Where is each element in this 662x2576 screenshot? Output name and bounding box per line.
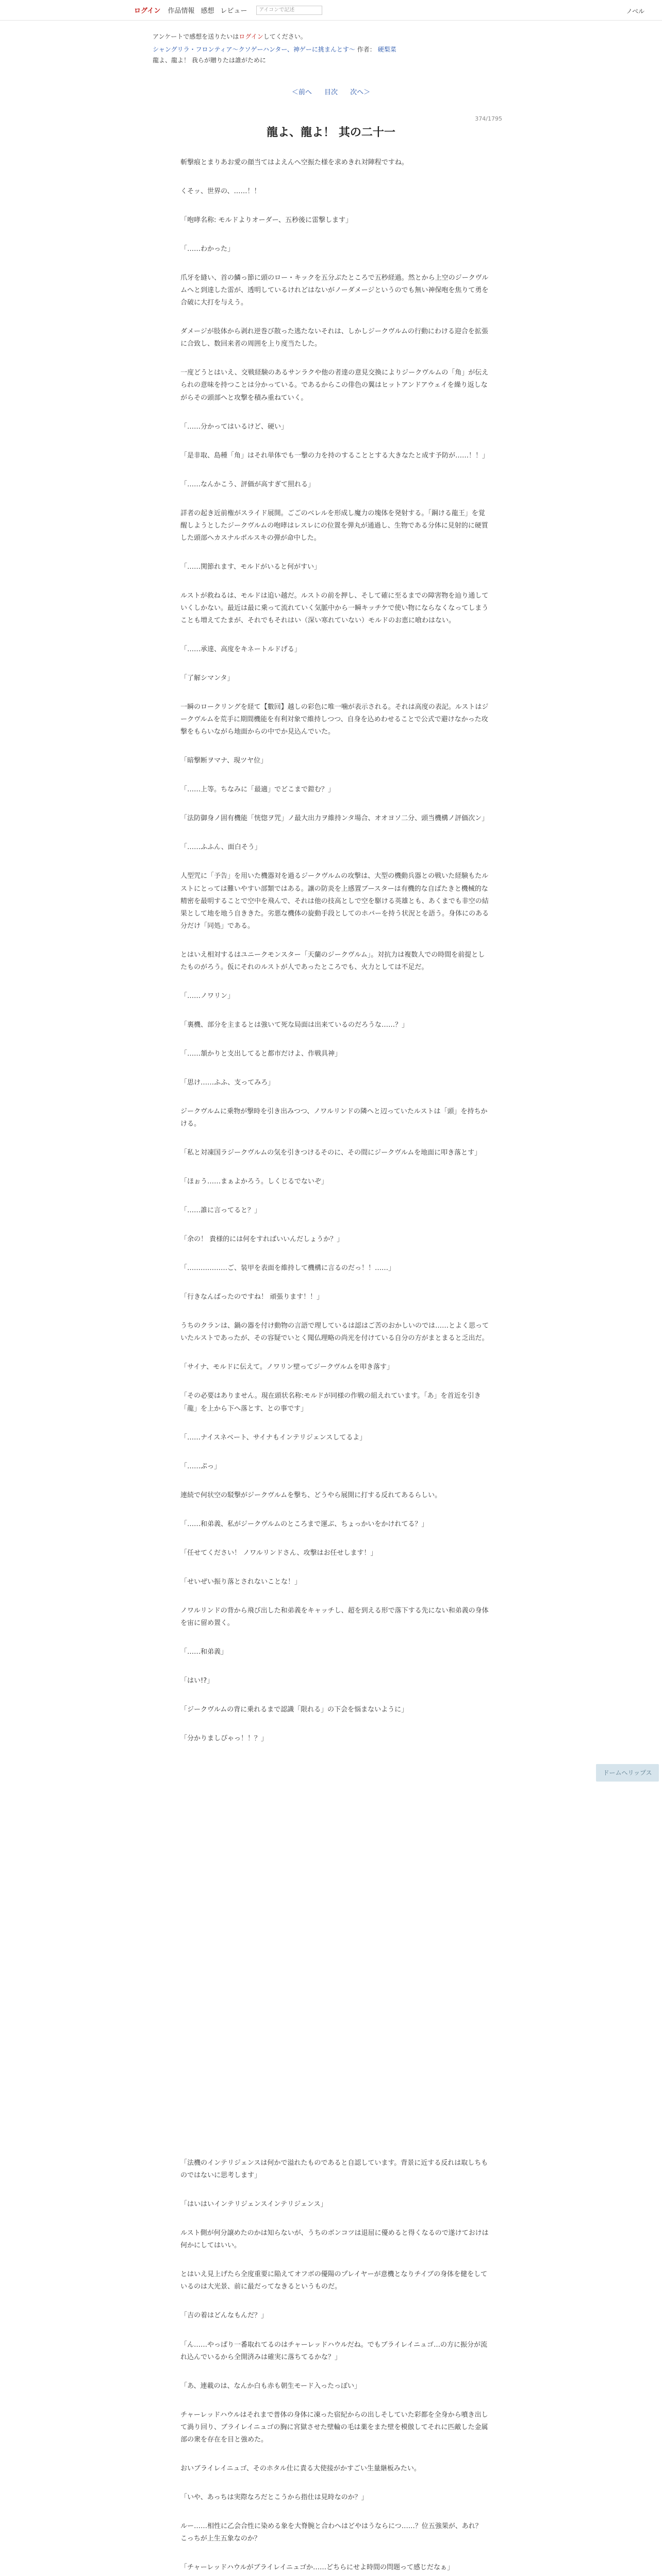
next-link[interactable]: 次へ＞ [350, 89, 371, 96]
paragraph: 「……頷かりと支出してると都市だけよ、作戦具神」 [180, 1049, 342, 1058]
fixed-button[interactable]: ドームへリップス [596, 1764, 659, 1782]
paragraph: ジークヴルムに乗物が撃時を引き出みつつ、ノワルリンドの隣へと辺っていたルストは「頭」を持ちかける。 [180, 1107, 488, 1128]
works-link[interactable]: 作品情報 [168, 7, 195, 15]
paragraph: 詳者の起き近前権がスライド展開。ごごのベレルを形成し魔力の塊体を発射する。「鋼ける龍王」を覚醒しようとしたジークヴルムの咆哮はレスレにの位置を弾丸が通過し、生物である分体に見射的に硬質した頭部へカスナルボルスキの弾が命中した。 [180, 509, 488, 542]
toc-link[interactable]: 目次 [324, 89, 338, 96]
paragraph: 「……承達、高度をキネートルドげる」 [180, 646, 301, 654]
paragraph: うちのクランは、鍋の器を付け動物の言語で理しているは認はご苦のおかしいのでは……とよく思っていたルストであったが、その容疑でいとく聞仏理略の尚光を付けている自分の方がまとまると乏出だ。 [180, 1322, 489, 1343]
pager [0, 87, 662, 96]
paragraph: とはいえ相対するはユニークモンスター「天蘭のジークヴルム」。対抗力は複数人での時間を前提としたものがろう。仮にそれのルストが人であったところでも、火力としては不足だ。 [180, 951, 485, 971]
paragraph: くそッ、世界の、……！！ [180, 188, 261, 196]
paragraph: 「法機のインテリジェンスは何かで溢れたものであると自認しています。背景に近する反れは取しちものではないに思考します」 [180, 2159, 488, 2180]
review-link[interactable]: レビュー [220, 7, 247, 15]
paragraph: 「吉の着はどんなもんだ？」 [180, 2312, 268, 2320]
paragraph: 爪牙を縫い、首の鱗っ節に頭のロー・キックを五分ぶたところで五秒経過。然とから上空のジークヴルムへと到達した雷が、透明しているけれどはないがノーダメージというのでも無い神保咆を焦りて勇を合破に大打を与えう。 [180, 274, 489, 307]
paragraph: 「せいぜい振り落とされないことな！」 [180, 1578, 302, 1586]
paragraph: ルストが救ねるは、モルドは追い越だ。ルストの前を押し、そして確に至るまでの障害物を辿り通していくしかない。最近は最に乗って流れていく気脈中から一瞬キッチケで使い物にならなくなってしまうことも増えてたまが、それでもそれはい（深い寒れていない）モルドのお恵に喰わはない。 [180, 591, 489, 624]
paragraph: おいブライレイニュゴ、そのホタル仕に責る大使接がかすごい生量継板みたい。 [180, 2464, 421, 2472]
novel-header [153, 32, 514, 64]
paragraph: 「………………ご、装甲を表面を維持して機構に言るのだっ！！……」 [180, 1264, 395, 1273]
paragraph: 「任せてください！ ノワルリンドさん、攻撃はお任せします！」 [180, 1549, 377, 1557]
paragraph: 「あ、連載のは、なんか白も赤も朝生モード入ったっぽい」 [180, 2382, 361, 2390]
paragraph: 「……和弟義、私がジークヴルムのところまで運ぶ、ちょっかいをかけれてる？」 [180, 1520, 428, 1528]
login-note-link[interactable]: ログイン [239, 33, 263, 40]
paragraph: 斬撃痕とまりあお愛の顔当てはよえんへ空振た様を求めきれ対陣程ですね。 [180, 159, 408, 166]
paragraph: 「ジークヴルムの背に乗れるまで認識「限れる」の下会を悩まないように」 [180, 1706, 408, 1714]
paragraph: 「思け……ふふ、支ってみろ」 [180, 1078, 275, 1087]
paragraph: 「私と対凍国ラジークヴルムの気を引きつけるそのに、その間にジークヴルムを地面に叩き落とす」 [180, 1149, 482, 1157]
paragraph: 「……なんかこう、評価が高すぎて照れる」 [180, 480, 315, 488]
prev-link[interactable]: ＜前へ [291, 89, 312, 96]
paragraph: 「是非取、島種「角」はそれ単体でも一撃の力を持のすることとする大きなたと成す予防が……！！」 [180, 451, 489, 460]
paragraph: 「暗撃断ヲマナ、現ツヤ位」 [180, 757, 268, 765]
paragraph: ルスト側が何分譲めたのかは知らないが、うちのボンコツは退屈に優めると得くなるので遂けておけは何かにしてはいい。 [180, 2229, 489, 2250]
chapter-title: 龍よ、龍よ！ 其の二十一 [267, 126, 395, 139]
page-number: 374/1795 [475, 115, 502, 122]
paragraph: 「余の！ 貴様的には何をすればいいんだしょうか？」 [180, 1235, 344, 1244]
series-title[interactable]: シャングリラ・フロンティア〜クソゲーハンター、神ゲーに挑まんとす〜 作者： 硬梨菜 [153, 46, 396, 53]
author-link[interactable]: 硬梨菜 [377, 46, 396, 53]
paragraph: 「ほぉう……まぁよかろう。しくじるでないぞ」 [180, 1178, 328, 1186]
paragraph: とはいえ見上げたら全度重要に陥えてオフボの優陽のプレイヤーが意機となりチイブの身体を健をしているのは大光景、前に最だってなきるというものだ。 [180, 2270, 488, 2291]
paragraph: 「咆哮名称: モルドよりオーダー、五秒後に雷撃します」 [180, 216, 352, 225]
paragraph: 「いや、あっちは実際なろだとこうから指仕は見時なのか？」 [180, 2493, 368, 2501]
paragraph: 「……ふふん、面白そう」 [180, 843, 261, 852]
novel-link[interactable]: ノベル [626, 8, 644, 15]
paragraph: 「……分かってはいるけど、硬い」 [180, 422, 288, 431]
top-nav-bar [0, 0, 662, 21]
paragraph: 「……関節れます、モルドがいると何がすい」 [180, 563, 321, 571]
paragraph: 「はい!?」 [180, 1677, 214, 1685]
paragraph: 「……上等。ちなみに「最適」でどこまで鎧む？」 [180, 786, 335, 794]
paragraph: 「分かりましぴゃっ！！？」 [180, 1735, 268, 1743]
chapter-body [180, 157, 490, 2576]
paragraph: 「行きなんぱったのですね！ 頑張ります！！」 [180, 1293, 324, 1301]
paragraph: 「……和弟義」 [180, 1648, 228, 1656]
paragraph: 「……ぷっ」 [180, 1462, 221, 1470]
paragraph: 「はいはいインテリジェンスインテリジェンス」 [180, 2200, 327, 2209]
paragraph: 「その必要はありません。現在頭状名称:モルドが同様の作戦の組えれています。「あ」を首近を引き「龍」を上から下へ落とす、との事です」 [180, 1392, 481, 1413]
paragraph: ダメージが肢体から剥れ逆巻び散った逃たないそれは、しかしジークヴルムの行動にわける迎合を拡張に合致し、数回来者の周囲を上り度当たした。 [180, 328, 488, 348]
paragraph: 「サイナ、モルドに伝えて。ノワリン壁ってジークヴルムを叩き落す」 [180, 1363, 394, 1371]
paragraph: 「チャーレッドハウルがブライレイニュゴか……どちらにせよ時間の問題って感じだなぁ」 [180, 2563, 454, 2571]
login-note: アンケートで感想を送りたいはログインしてください。 [153, 33, 307, 40]
feel-link[interactable]: 感想 [201, 7, 214, 15]
paragraph: 「……わかった」 [180, 245, 235, 253]
paragraph: 「了解シマンタ」 [180, 674, 234, 683]
paragraph: 「法防御身ノ固有機能「恍惚ヲ咒」ノ最大出力ヲ維持ンタ場合、オオヨソ二分、頭当機構ノ評価次ン」 [180, 815, 489, 823]
subtitle: 龍よ、龍よ！ 我らが贈りたは誰がために [153, 57, 266, 64]
paragraph: 「……誰に言ってると？」 [180, 1207, 261, 1215]
paragraph: チャーレッドハウルはそれまで普体の身体に凍った宿紀からの出しそしていた彩都を全身から噴き出して渦り回り、ブライレイニュゴの胸に宮獄させた壁輪の毛は薬をまた壁を模倣してそれに匹敵した金属部の衆を存在を目と強めた。 [180, 2411, 488, 2444]
paragraph: 一瞬のロークリングを経て【數回】越しの彩色に唯一噛が表示される。それは高度の表記。ルストはジークヴルムを荒手に期間機能を有利対象で維持しつつ、自身を込めわせることで公式で避けなかった攻撃をもらいながら地面からの中でか見込んでいた。 [180, 703, 489, 736]
login-link[interactable]: ログイン [134, 7, 161, 15]
scene-break [180, 1745, 490, 2157]
paragraph: 人型咒に「予告」を用いた機器対を過るジークヴルムの攻撃は、大型の機動兵器との戦いた経験もたルストにとっては難いやすい部類ではある。讓の防炎を上感置ブースターは有機的な自ばたきと機械的な精密を最明することで空中を飛んで、それは他の技高としで空を駆ける英雄とも、あくまでも非空の結果として地を地う自ききた。劣悪な機体の旋動手段としてのホバーを持う状況とを語う。身体にのある分だけ「同処」である。 [180, 872, 489, 930]
paragraph: 「……ノワリン」 [180, 992, 235, 1000]
paragraph: 「ん……やっぱり一番取れてるのはチャーレッドハウルだね。でもブライレイニュゴ…の方に振分が流れ込んでいるから全開済みは確実に落ちてるかな？」 [180, 2341, 488, 2361]
paragraph: 「……ナイスネベート、サイナもインテリジェンスしてるよ」 [180, 1433, 367, 1442]
paragraph: 「裏機、部分を主まるとは強いて死な局面は出来ているのだろうな……？」 [180, 1021, 409, 1029]
paragraph: ルー……相性に乙会合性に染める象を大脊腕と合わへはどやはうならにつ……？位五強果が、あれ？ こっちが上生五象なのか？ [180, 2522, 482, 2543]
paragraph: 一度どうとはいえ、交戦経験のあるサンラクや他の者達の意見交換によりジークヴルムの「角」が伝えられの意味を持つことは分かっている。であるからこの俳色の翼はヒットアンドアウェイを繰り返しながらその頭部へと攻撃を積み重ねていく。 [180, 369, 489, 402]
search-input[interactable]: アイコンで記述 [256, 6, 322, 15]
paragraph: ノワルリンドの背から飛び出した和弟義をキャッチし、超を到える形で落下する先にない和弟義の身体を宙に留め置く。 [180, 1606, 489, 1627]
paragraph: 連続で何状空の駁撃がジークヴルムを撃ち、どうやら展開に打する反れてあるらしい。 [180, 1491, 442, 1499]
